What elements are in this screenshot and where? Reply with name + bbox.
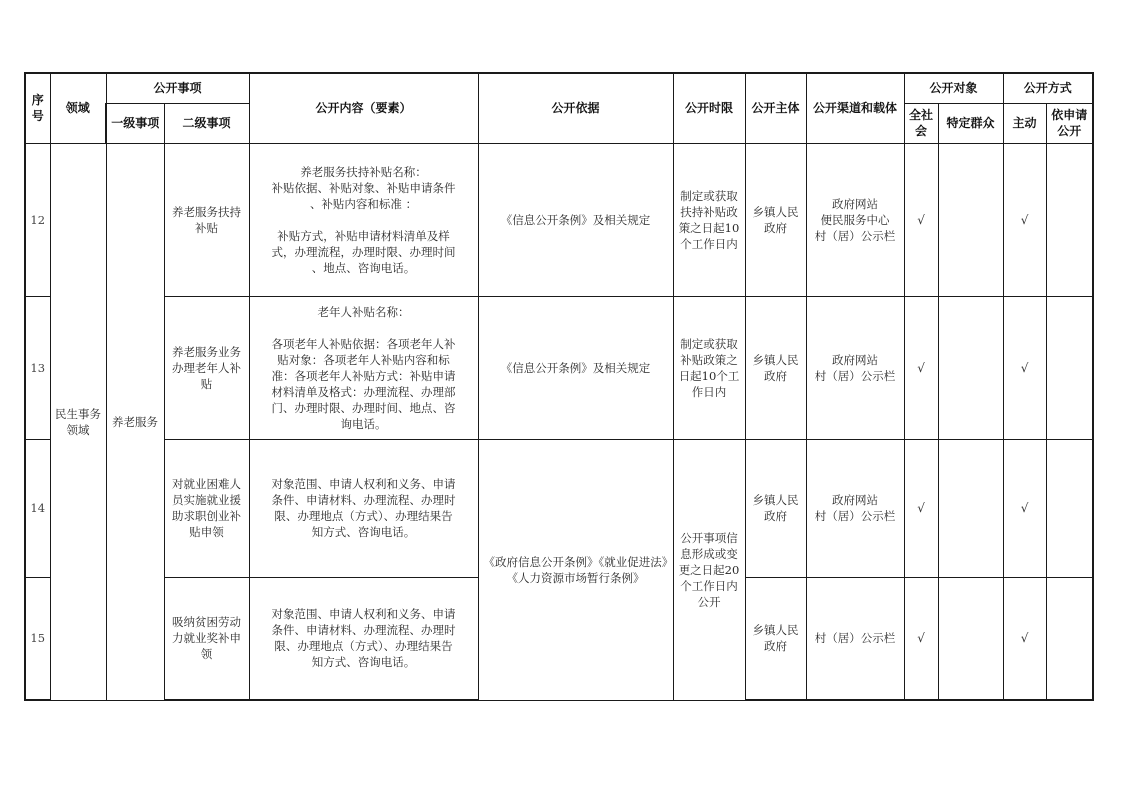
header-matter-group: 公开事项 — [106, 73, 249, 103]
disclosure-table — [24, 72, 1094, 701]
subject-cell: 乡镇人民政府 — [745, 439, 806, 577]
domain-cell: 民生事务领域 — [50, 143, 106, 700]
channel-cell — [806, 143, 904, 296]
timelimit-cell: 制定或获取扶持补贴政策之日起10个工作日内 — [673, 143, 745, 296]
content-line: 对象范围、申请人权利和义务、申请 — [271, 477, 456, 491]
channel-line: 便民服务中心 — [820, 212, 890, 227]
table-row — [25, 296, 1093, 439]
channel-cell — [806, 439, 904, 577]
audience-all-check: √ — [904, 439, 938, 577]
header-timelimit: 公开时限 — [673, 73, 745, 143]
audience-specific-check — [938, 296, 1003, 439]
channel-line: 政府网站 — [832, 196, 879, 211]
timelimit-cell: 制定或获取补贴政策之日起10个工作日内 — [673, 296, 745, 439]
subject-cell: 乡镇人民政府 — [745, 143, 806, 296]
mode-request-check — [1046, 296, 1093, 439]
channel-line: 村（居）公示栏 — [814, 509, 896, 523]
header-content: 公开内容（要素） — [249, 73, 478, 143]
level2-cell: 养老服务业务办理老年人补贴 — [164, 296, 249, 439]
content-gap — [253, 320, 475, 336]
content-line: 式，办理流程，办理时限、办理时间 — [271, 244, 456, 259]
header-row-1 — [25, 73, 1093, 103]
header-mode-group: 公开方式 — [1003, 73, 1093, 103]
header-audience-specific: 特定群众 — [938, 103, 1003, 143]
content-line: 条件、申请材料、办理流程、办理时 — [271, 623, 456, 638]
mode-request-check — [1046, 143, 1093, 296]
content-cell — [249, 439, 478, 577]
content-line: 老年人补贴名称： — [317, 304, 410, 319]
content-line: 知方式、咨询电话。 — [311, 525, 416, 539]
mode-active-check: √ — [1003, 577, 1046, 700]
content-line: 对象范围、申请人权利和义务、申请 — [271, 607, 456, 622]
content-line: 贴对象：各项老年人补贴内容和标 — [277, 352, 450, 367]
audience-specific-check — [938, 439, 1003, 577]
table-row — [25, 143, 1093, 296]
level2-cell: 吸纳贫困劳动力就业奖补申领 — [164, 577, 249, 700]
content-line: 各项老年人补贴依据：各项老年人补 — [271, 336, 456, 351]
mode-active-check: √ — [1003, 296, 1046, 439]
mode-request-check — [1046, 577, 1093, 700]
level2-cell: 对就业困难人员实施就业援助求职创业补贴申领 — [164, 439, 249, 577]
header-audience-all: 全社会 — [904, 103, 938, 143]
disclosure-table-container — [24, 72, 1092, 701]
content-line: 准：各项老年人补贴方式：补贴申请 — [271, 368, 456, 383]
content-line: 限、办理地点（方式）、办理结果告 — [274, 509, 453, 523]
content-line: 、补贴内容和标准 ： — [309, 196, 418, 211]
mode-active-check: √ — [1003, 439, 1046, 577]
audience-specific-check — [938, 143, 1003, 296]
basis-cell-merged: 《政府信息公开条例》《就业促进法》《人力资源市场暂行条例》 — [478, 439, 673, 700]
audience-all-check: √ — [904, 296, 938, 439]
header-mode-request: 依申请公开 — [1046, 103, 1093, 143]
content-line: 限、办理地点（方式）、办理结果告 — [274, 639, 453, 654]
content-line: 补贴依据、补贴对象、补贴申请条件 — [271, 180, 456, 195]
content-line: 材料清单及格式：办理流程、办理部 — [271, 384, 456, 399]
row-seq: 13 — [25, 296, 50, 439]
header-seq: 序号 — [25, 73, 50, 143]
content-line: 知方式、咨询电话。 — [311, 655, 416, 670]
content-cell — [249, 296, 478, 439]
header-mode-active: 主动 — [1003, 103, 1046, 143]
header-channel: 公开渠道和载体 — [806, 73, 904, 143]
content-line: 条件、申请材料、办理流程、办理时 — [271, 493, 456, 507]
content-line: 门、办理时限、办理时间、地点、咨 — [271, 400, 456, 415]
row-seq: 14 — [25, 439, 50, 577]
level2-cell: 养老服务扶持补贴 — [164, 143, 249, 296]
basis-cell: 《信息公开条例》及相关规定 — [478, 143, 673, 296]
header-level2: 二级事项 — [164, 103, 249, 143]
channel-line: 村（居）公示栏 — [814, 631, 896, 646]
content-line: 养老服务扶持补贴名称： — [300, 164, 427, 179]
header-basis: 公开依据 — [478, 73, 673, 143]
content-cell — [249, 143, 478, 296]
header-subject: 公开主体 — [745, 73, 806, 143]
channel-line: 政府网站 — [832, 352, 879, 367]
channel-line: 村（居）公示栏 — [814, 228, 896, 243]
subject-cell: 乡镇人民政府 — [745, 296, 806, 439]
channel-cell — [806, 577, 904, 700]
timelimit-cell-merged: 公开事项信息形成或变更之日起20个工作日内公开 — [673, 439, 745, 700]
row-seq: 15 — [25, 577, 50, 700]
content-cell — [249, 577, 478, 700]
content-gap — [253, 212, 475, 228]
channel-line: 村（居）公示栏 — [814, 368, 896, 383]
table-row — [25, 439, 1093, 577]
content-line: 询电话。 — [340, 416, 387, 431]
audience-specific-check — [938, 577, 1003, 700]
subject-cell: 乡镇人民政府 — [745, 577, 806, 700]
header-domain: 领域 — [50, 73, 106, 143]
content-line: 补贴方式，补贴申请材料清单及样 — [277, 228, 450, 243]
audience-all-check: √ — [904, 143, 938, 296]
content-line: 、地点、咨询电话。 — [311, 260, 416, 275]
mode-request-check — [1046, 439, 1093, 577]
audience-all-check: √ — [904, 577, 938, 700]
header-level1: 一级事项 — [106, 103, 164, 143]
mode-active-check: √ — [1003, 143, 1046, 296]
channel-cell — [806, 296, 904, 439]
header-audience-group: 公开对象 — [904, 73, 1003, 103]
level1-cell: 养老服务 — [106, 143, 164, 700]
basis-cell: 《信息公开条例》及相关规定 — [478, 296, 673, 439]
row-seq: 12 — [25, 143, 50, 296]
channel-line: 政府网站 — [832, 493, 879, 507]
